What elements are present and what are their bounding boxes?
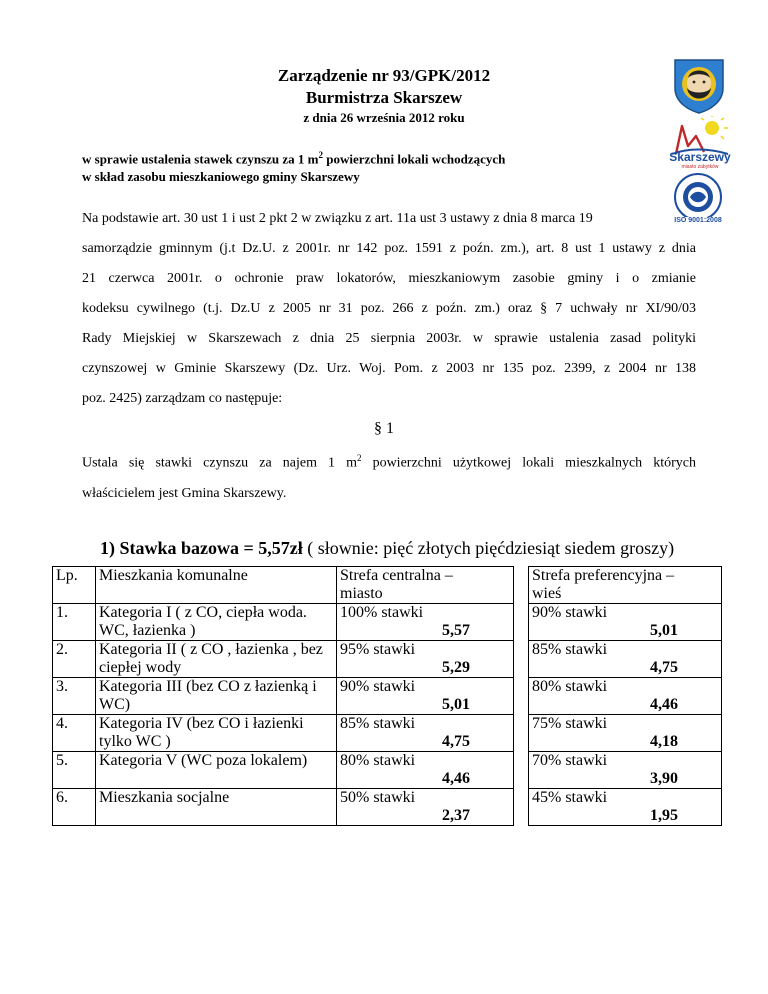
- row-lp: 5.: [53, 752, 96, 789]
- preamble: [82, 204, 696, 414]
- header-pref: Strefa preferencyjna – wieś: [529, 567, 722, 604]
- town-logo-text: Skarszewy: [669, 150, 731, 164]
- preamble-line: 21 czerwca 2001r. o ochronie praw lokatorów, mieszkaniowym zasobie gminy i o zmianie: [82, 271, 696, 286]
- row-central-pct: 85% stawki: [340, 715, 416, 732]
- section-text-sup: 2: [357, 453, 362, 463]
- row-pref-value: 4,18: [650, 733, 678, 750]
- row-pref: [529, 752, 722, 789]
- row-pref-value: 1,95: [650, 807, 678, 824]
- row-central: [337, 604, 514, 641]
- section-text-a: Ustala się stawki czynszu za najem 1 m: [82, 455, 357, 471]
- coat-of-arms-icon: [672, 58, 726, 114]
- section-text-line2: właścicielem jest Gmina Skarszewy.: [82, 485, 287, 501]
- row-central-pct: 100% stawki: [340, 604, 424, 621]
- row-central-value: 5,57: [442, 622, 470, 639]
- row-pref: [529, 641, 722, 678]
- row-pref-value: 3,90: [650, 770, 678, 787]
- base-rate-words: ( słownie: pięć złotych pięćdziesiąt siedem groszy): [302, 538, 675, 558]
- header-central: Strefa centralna – miasto: [337, 567, 514, 604]
- subject-line2: w skład zasobu mieszkaniowego gminy Skarszewy: [82, 169, 360, 185]
- subject-line1a: w sprawie ustalenia stawek czynszu za 1 m: [82, 151, 319, 167]
- header-name: Mieszkania komunalne: [96, 567, 337, 604]
- row-lp: 2.: [53, 641, 96, 678]
- iso-ring-text: POLSKA IZBA HANDLU ZAGRANICZNEGO: [670, 172, 690, 173]
- rates-table: [52, 566, 722, 826]
- row-lp: 6.: [53, 789, 96, 826]
- preamble-line: czynszowej w Gminie Skarszewy (Dz. Urz. Woj. Pom. z 2003 nr 135 poz. 2399, z 2004 nr 138: [82, 361, 696, 376]
- row-pref-pct: 85% stawki: [532, 641, 608, 658]
- base-rate-bold: 1) Stawka bazowa = 5,57zł: [100, 538, 303, 558]
- row-pref-pct: 45% stawki: [532, 789, 608, 806]
- row-pref-value: 5,01: [650, 622, 678, 639]
- row-central-value: 5,01: [442, 696, 470, 713]
- row-central: [337, 678, 514, 715]
- row-name: Kategoria III (bez CO z łazienką i WC): [96, 678, 337, 715]
- row-central-pct: 90% stawki: [340, 678, 416, 695]
- row-central-value: 4,75: [442, 733, 470, 750]
- row-pref-pct: 80% stawki: [532, 678, 608, 695]
- table-row: [53, 678, 722, 715]
- row-central: [337, 752, 514, 789]
- row-name: Mieszkania socjalne: [96, 789, 337, 826]
- iso-label: ISO 9001:2008: [670, 217, 726, 224]
- row-central: [337, 715, 514, 752]
- row-pref-pct: 75% stawki: [532, 715, 608, 732]
- header-lp: Lp.: [53, 567, 96, 604]
- preamble-line: Na podstawie art. 30 ust 1 i ust 2 pkt 2 w związku z art. 11a ust 3 ustawy z dnia 8 marca 19: [82, 211, 593, 226]
- document-title: Zarządzenie nr 93/GPK/2012: [277, 66, 491, 85]
- row-central-pct: 50% stawki: [340, 789, 416, 806]
- preamble-line: samorządzie gminnym (j.t Dz.U. z 2001r. nr 142 poz. 1591 z poźn. zm.), art. 8 ust 1 ustawy z dnia: [82, 241, 696, 256]
- subject-sup: 2: [318, 150, 324, 160]
- document-date: z dnia 26 września 2012 roku: [303, 110, 465, 125]
- row-pref-value: 4,46: [650, 696, 678, 713]
- row-central-pct: 95% stawki: [340, 641, 416, 658]
- row-pref: [529, 789, 722, 826]
- preamble-line: poz. 2425) zarządzam co następuje:: [82, 391, 283, 406]
- row-central: [337, 641, 514, 678]
- subject: [82, 146, 505, 186]
- base-rate: [100, 538, 674, 559]
- row-name: Kategoria IV (bez CO i łazienki tylko WC ): [96, 715, 337, 752]
- row-pref: [529, 678, 722, 715]
- row-lp: 3.: [53, 678, 96, 715]
- table-header: [53, 567, 722, 604]
- row-pref-value: 4,75: [650, 659, 678, 676]
- preamble-line: Rady Miejskiej w Skarszewach z dnia 25 sierpnia 2003r. w sprawie ustalenia zasad polityki: [82, 331, 696, 346]
- table-row: [53, 789, 722, 826]
- subject-line1b: powierzchni lokali wchodzących: [323, 151, 506, 167]
- table-row: [53, 715, 722, 752]
- row-lp: 1.: [53, 604, 96, 641]
- row-central-pct: 80% stawki: [340, 752, 416, 769]
- row-central-value: 2,37: [442, 807, 470, 824]
- row-pref: [529, 604, 722, 641]
- row-central-value: 5,29: [442, 659, 470, 676]
- row-name: Kategoria V (WC poza lokalem): [96, 752, 337, 789]
- document-subtitle: Burmistrza Skarszew: [305, 88, 463, 107]
- row-pref: [529, 715, 722, 752]
- preamble-line: kodeksu cywilnego (t.j. Dz.U z 2005 nr 31 poz. 266 z poźn. zm.) oraz § 7 uchwały nr XI/90/03: [82, 301, 696, 316]
- row-pref-pct: 70% stawki: [532, 752, 608, 769]
- section-text-b: powierzchni użytkowej lokali mieszkalnych których: [361, 455, 696, 471]
- row-central-value: 4,46: [442, 770, 470, 787]
- section-mark: § 1: [374, 420, 394, 437]
- section-text: [82, 443, 696, 509]
- row-pref-pct: 90% stawki: [532, 604, 608, 621]
- town-logo-tagline: miasto zabytków: [681, 164, 719, 170]
- row-lp: 4.: [53, 715, 96, 752]
- table-row: [53, 604, 722, 641]
- row-central: [337, 789, 514, 826]
- table-row: [53, 641, 722, 678]
- row-name: Kategoria I ( z CO, ciepła woda. WC, łazienka ): [96, 604, 337, 641]
- row-name: Kategoria II ( z CO , łazienka , bez ciepłej wody: [96, 641, 337, 678]
- table-row: [53, 752, 722, 789]
